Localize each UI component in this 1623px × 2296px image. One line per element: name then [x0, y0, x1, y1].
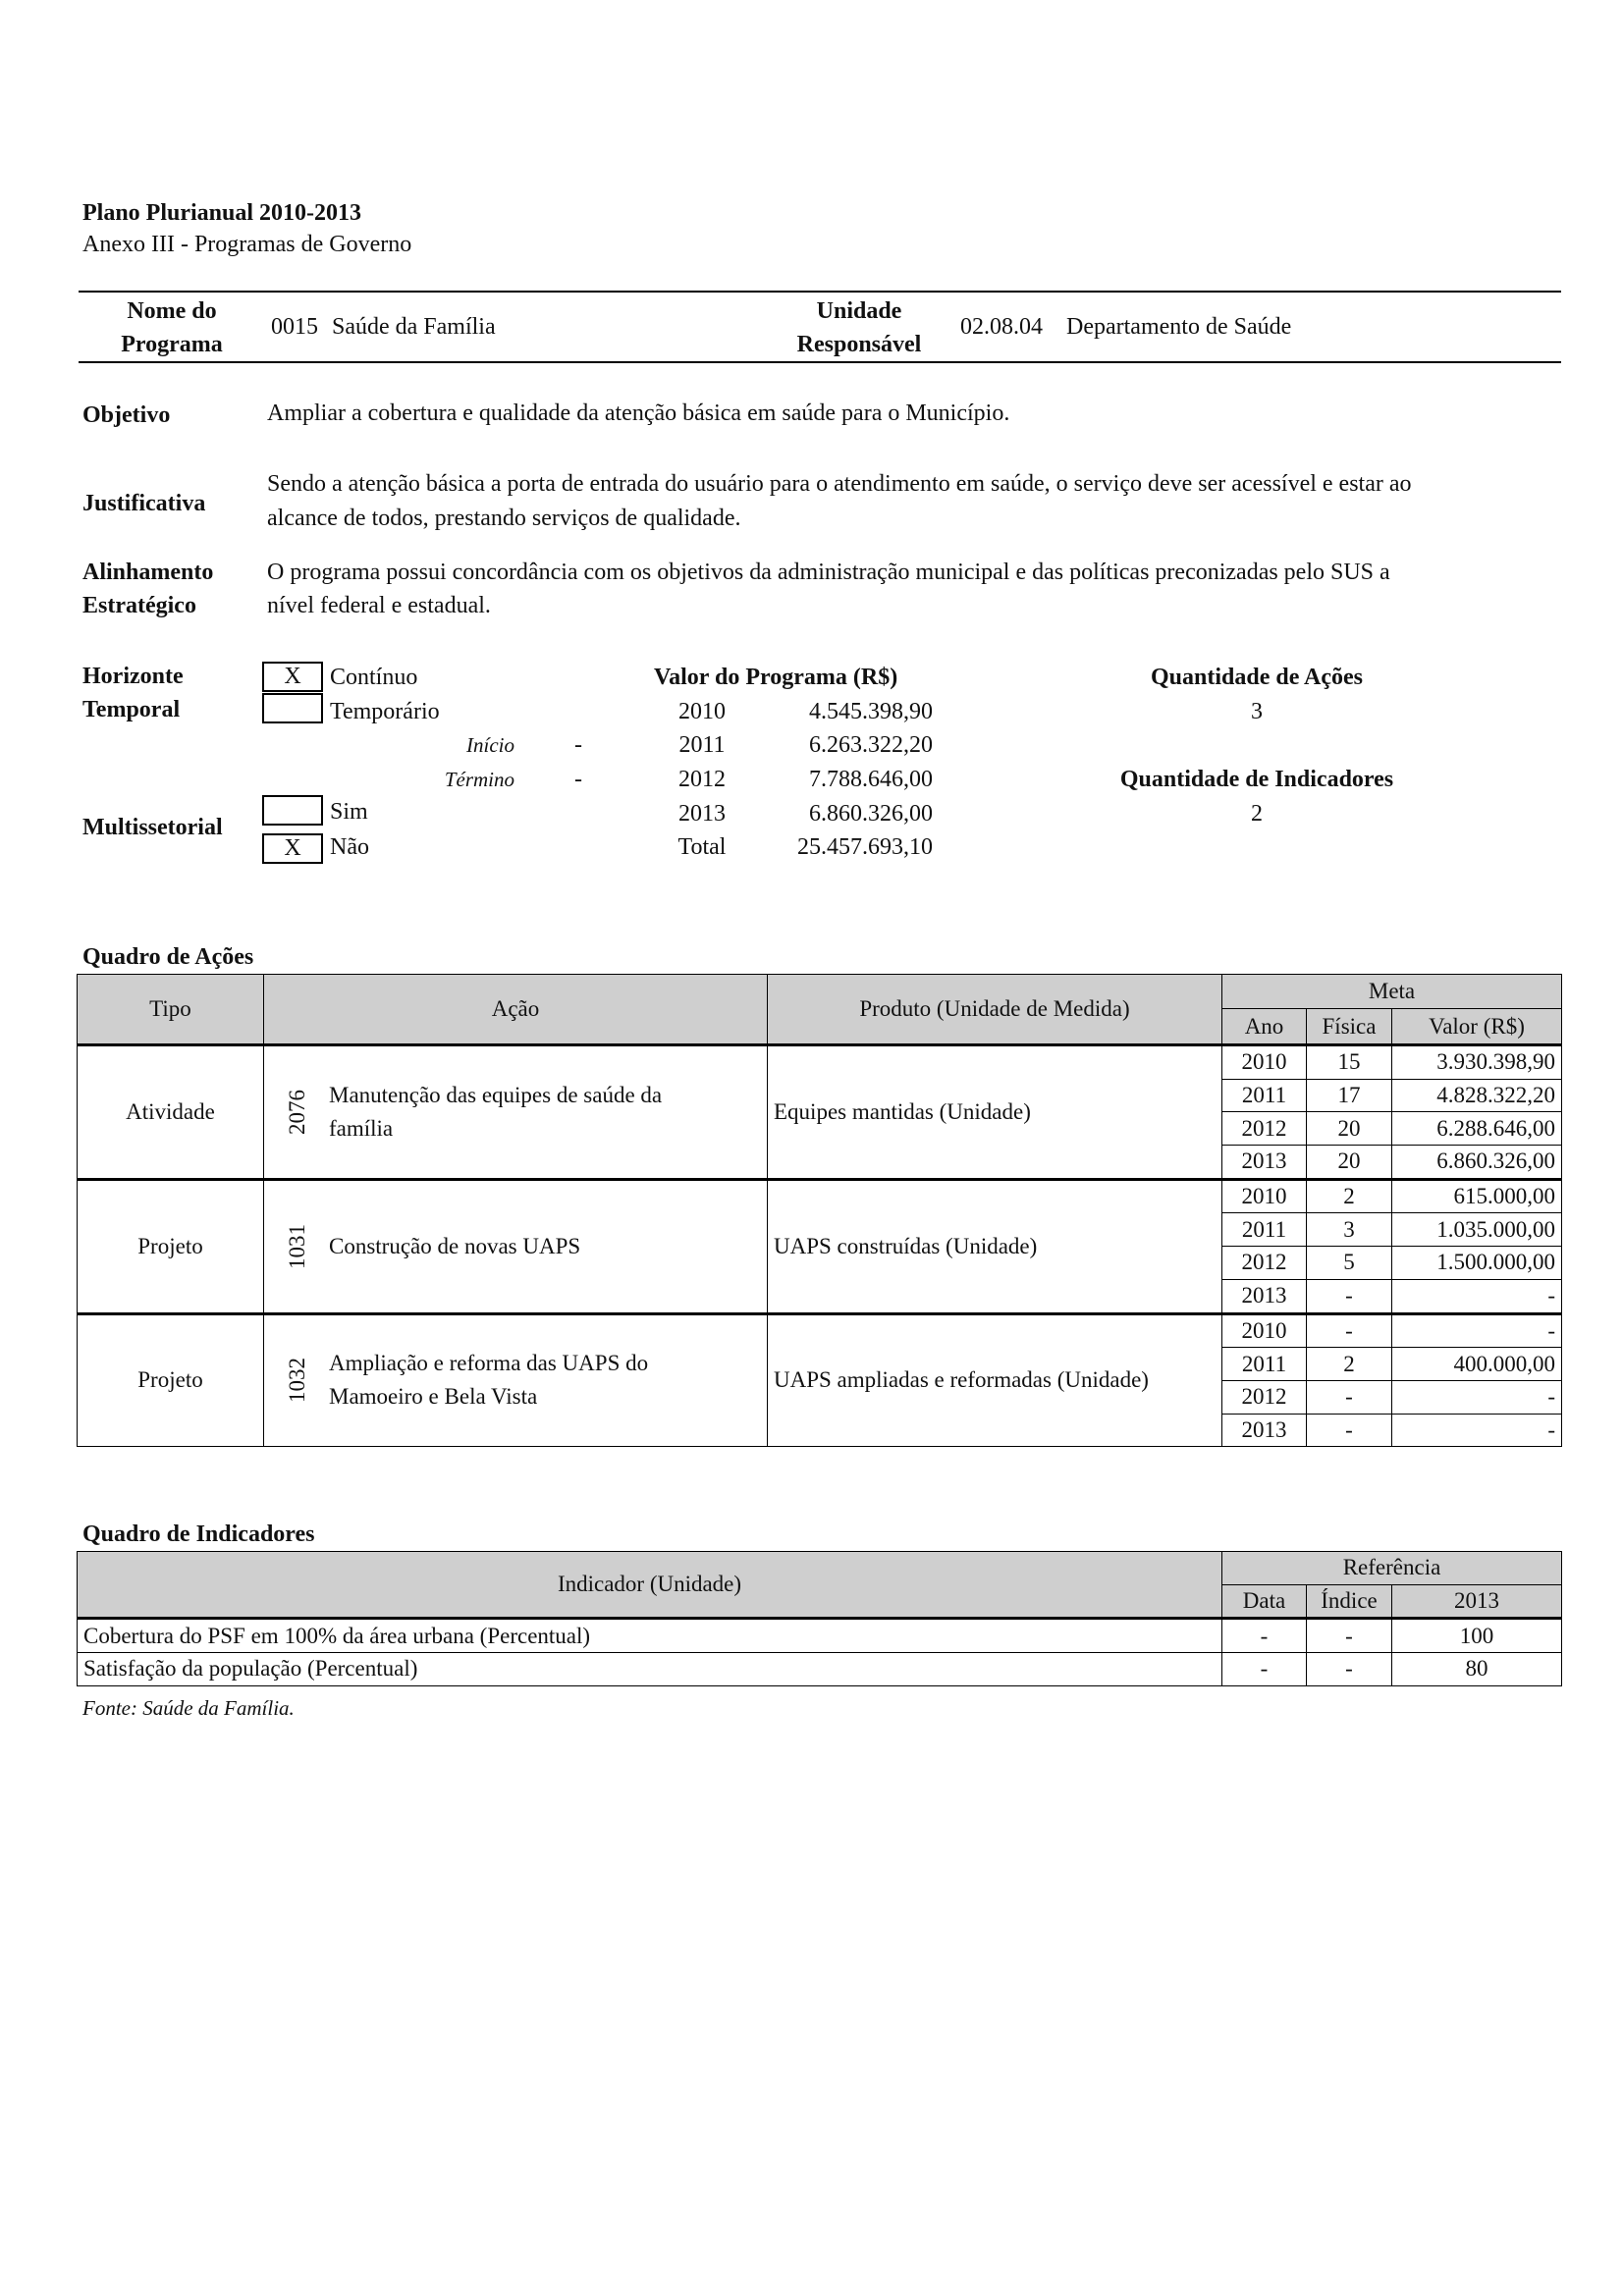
header-indice: Índice	[1307, 1584, 1392, 1619]
top-rule	[79, 291, 1561, 293]
nao-checkbox[interactable]: X	[262, 833, 323, 864]
document-subtitle: Anexo III - Programas de Governo	[82, 232, 412, 257]
meta-valor: 4.828.322,20	[1392, 1079, 1562, 1112]
alinhamento-line2: nível federal e estadual.	[267, 593, 491, 618]
meta-fisica: 15	[1307, 1045, 1392, 1080]
meta-ano: 2013	[1222, 1279, 1307, 1313]
unidade-label-line2: Responsável	[796, 332, 922, 357]
acao-tipo: Projeto	[78, 1313, 264, 1447]
indicador-data: -	[1222, 1653, 1307, 1686]
meta-valor: 6.288.646,00	[1392, 1112, 1562, 1146]
acao-tipo: Projeto	[78, 1179, 264, 1313]
header-acao: Ação	[264, 975, 768, 1045]
valor-amount: 6.263.322,20	[809, 732, 933, 758]
justificativa-label: Justificativa	[82, 491, 206, 516]
acao-tipo: Atividade	[78, 1045, 264, 1180]
termino-value: -	[574, 767, 582, 792]
meta-ano: 2011	[1222, 1079, 1307, 1112]
valor-amount: 25.457.693,10	[797, 834, 933, 860]
continuo-checkbox[interactable]: X	[262, 662, 323, 692]
bottom-rule	[79, 361, 1561, 363]
unidade-responsavel-label	[776, 294, 943, 361]
nome-label-line2: Programa	[121, 332, 223, 357]
meta-fisica: -	[1307, 1279, 1392, 1313]
meta-fisica: -	[1307, 1414, 1392, 1447]
meta-fisica: -	[1307, 1380, 1392, 1414]
alinhamento-label-2: Estratégico	[82, 593, 196, 618]
indicador-indice: -	[1307, 1653, 1392, 1686]
inicio-value: -	[574, 732, 582, 758]
alinhamento-line1: O programa possui concordância com os objetivos da administração municipal e das políticas preconizadas pelo SUS a	[267, 560, 1390, 585]
meta-ano: 2012	[1222, 1247, 1307, 1280]
indicador-2013: 80	[1392, 1653, 1562, 1686]
unidade-code: 02.08.04	[960, 314, 1043, 340]
fonte-note: Fonte: Saúde da Família.	[82, 1696, 295, 1720]
sim-label: Sim	[330, 799, 368, 825]
meta-valor: 3.930.398,90	[1392, 1045, 1562, 1080]
indicadores-table	[77, 1551, 1562, 1686]
meta-ano: 2012	[1222, 1380, 1307, 1414]
header-meta: Meta	[1222, 975, 1562, 1009]
nao-label: Não	[330, 834, 369, 860]
indicador-data: -	[1222, 1619, 1307, 1653]
meta-fisica: 5	[1307, 1247, 1392, 1280]
acao-description: Ampliação e reforma das UAPS do Mamoeiro e Bela Vista	[329, 1351, 649, 1410]
program-name: Saúde da Família	[332, 314, 496, 340]
header-valor: Valor (R$)	[1392, 1009, 1562, 1045]
justificativa-line1: Sendo a atenção básica a porta de entrada do usuário para o atendimento em saúde, o serviço deve ser acessível e estar ao	[267, 471, 1412, 497]
meta-ano: 2010	[1222, 1045, 1307, 1080]
header-ano: Ano	[1222, 1009, 1307, 1045]
indicador-name: Satisfação da população (Percentual)	[78, 1653, 1222, 1686]
header-produto: Produto (Unidade de Medida)	[768, 975, 1222, 1045]
indicador-name: Cobertura do PSF em 100% da área urbana (Percentual)	[78, 1619, 1222, 1653]
alinhamento-label-1: Alinhamento	[82, 560, 214, 585]
acao-description: Construção de novas UAPS	[329, 1233, 581, 1258]
indicador-2013: 100	[1392, 1619, 1562, 1653]
acao-produto: UAPS construídas (Unidade)	[768, 1179, 1222, 1313]
quantidade-acoes-value: 3	[1251, 699, 1263, 724]
objetivo-label: Objetivo	[82, 402, 171, 428]
meta-ano: 2012	[1222, 1112, 1307, 1146]
meta-valor: 6.860.326,00	[1392, 1146, 1562, 1180]
meta-ano: 2013	[1222, 1146, 1307, 1180]
valor-ano: 2013	[678, 801, 726, 827]
sim-checkbox[interactable]	[262, 795, 323, 826]
valor-ano: Total	[677, 834, 727, 860]
meta-fisica: 20	[1307, 1146, 1392, 1180]
meta-valor: 615.000,00	[1392, 1179, 1562, 1213]
header-tipo: Tipo	[78, 975, 264, 1045]
meta-valor: -	[1392, 1414, 1562, 1447]
horizonte-label-1: Horizonte	[82, 664, 184, 689]
temporario-checkbox[interactable]	[262, 693, 323, 723]
acoes-table	[77, 974, 1562, 1447]
termino-label: Término	[444, 768, 514, 791]
header-fisica: Física	[1307, 1009, 1392, 1045]
header-2013: 2013	[1392, 1584, 1562, 1619]
meta-fisica: 20	[1307, 1112, 1392, 1146]
quadro-indicadores-title: Quadro de Indicadores	[82, 1522, 315, 1547]
meta-valor: 1.500.000,00	[1392, 1247, 1562, 1280]
acao-description: Manutenção das equipes de saúde da família	[329, 1082, 663, 1141]
meta-valor: 400.000,00	[1392, 1348, 1562, 1381]
meta-valor: -	[1392, 1380, 1562, 1414]
table-row	[78, 1045, 1562, 1080]
horizonte-label-2: Temporal	[82, 697, 181, 722]
meta-fisica: 2	[1307, 1348, 1392, 1381]
acao-cell	[264, 1045, 768, 1180]
valor-amount: 4.545.398,90	[809, 699, 933, 724]
meta-ano: 2011	[1222, 1348, 1307, 1381]
valor-amount: 7.788.646,00	[809, 767, 933, 792]
meta-fisica: 2	[1307, 1179, 1392, 1213]
temporario-label: Temporário	[330, 699, 440, 724]
unidade-name: Departamento de Saúde	[1066, 314, 1292, 340]
objetivo-text: Ampliar a cobertura e qualidade da atenção básica em saúde para o Município.	[267, 400, 1010, 426]
acao-code: 1031	[285, 1223, 309, 1269]
nome-programa-label	[98, 294, 245, 361]
table-row	[78, 1313, 1562, 1348]
valor-ano: 2012	[678, 767, 726, 792]
program-code: 0015	[271, 314, 318, 340]
quadro-acoes-title: Quadro de Ações	[82, 944, 254, 970]
unidade-label-line1: Unidade	[816, 298, 902, 324]
continuo-label: Contínuo	[330, 665, 418, 690]
valor-ano: 2010	[678, 699, 726, 724]
meta-ano: 2010	[1222, 1179, 1307, 1213]
meta-ano: 2010	[1222, 1313, 1307, 1348]
meta-fisica: -	[1307, 1313, 1392, 1348]
acao-produto: Equipes mantidas (Unidade)	[768, 1045, 1222, 1180]
meta-valor: -	[1392, 1313, 1562, 1348]
valor-amount: 6.860.326,00	[809, 801, 933, 827]
acao-produto: UAPS ampliadas e reformadas (Unidade)	[768, 1313, 1222, 1447]
header-data: Data	[1222, 1584, 1307, 1619]
meta-ano: 2013	[1222, 1414, 1307, 1447]
header-indicador: Indicador (Unidade)	[78, 1552, 1222, 1619]
indicador-indice: -	[1307, 1619, 1392, 1653]
acao-cell	[264, 1313, 768, 1447]
document-title: Plano Plurianual 2010-2013	[82, 200, 362, 226]
quantidade-indicadores-value: 2	[1251, 801, 1263, 827]
meta-fisica: 17	[1307, 1079, 1392, 1112]
quantidade-acoes-label: Quantidade de Ações	[1150, 665, 1364, 690]
nome-label-line1: Nome do	[127, 298, 217, 324]
meta-ano: 2011	[1222, 1213, 1307, 1247]
acao-cell	[264, 1179, 768, 1313]
justificativa-line2: alcance de todos, prestando serviços de qualidade.	[267, 506, 741, 531]
acao-code: 2076	[285, 1089, 309, 1135]
meta-valor: 1.035.000,00	[1392, 1213, 1562, 1247]
header-referencia: Referência	[1222, 1552, 1562, 1585]
valor-programa-title: Valor do Programa (R$)	[654, 665, 898, 690]
meta-valor: -	[1392, 1279, 1562, 1313]
table-row	[78, 1653, 1562, 1686]
meta-fisica: 3	[1307, 1213, 1392, 1247]
acao-code: 1032	[285, 1358, 309, 1404]
inicio-label: Início	[466, 733, 514, 757]
multissetorial-label: Multissetorial	[82, 815, 223, 840]
table-row	[78, 1179, 1562, 1213]
table-row	[78, 1619, 1562, 1653]
quantidade-indicadores-label: Quantidade de Indicadores	[1119, 767, 1394, 792]
valor-ano: 2011	[678, 732, 726, 758]
